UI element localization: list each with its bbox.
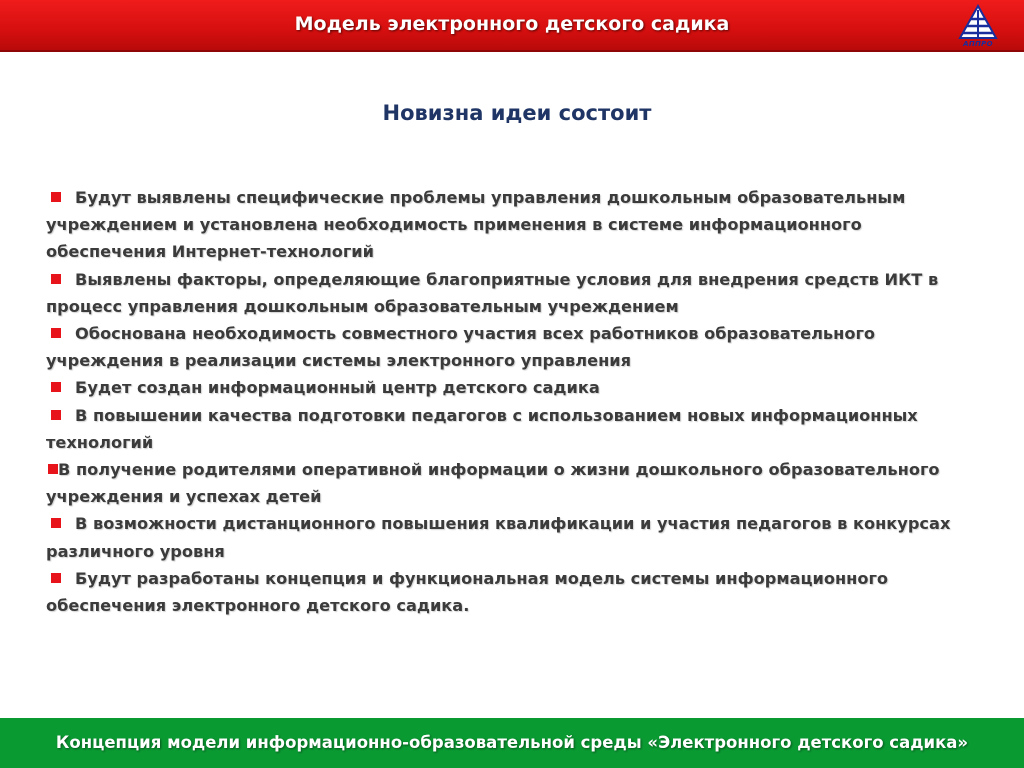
list-item <box>46 266 981 320</box>
list-item-text: Будут выявлены специфические проблемы управления дошкольным образовательным учреждением и установлена необходимость применения в системе информационного обеспечения Интернет-технологий <box>46 188 906 262</box>
section-heading: Новизна идеи состоит <box>382 101 652 125</box>
list-item-text: Выявлены факторы, определяющие благоприятные условия для внедрения средств ИКТ в процесс управления дошкольным образовательным учреждением <box>46 269 939 316</box>
list-item-text: Будет создан информационный центр детского садика <box>75 378 600 398</box>
red-square-bullet-icon <box>51 382 61 392</box>
list-item-text: Обоснована необходимость совместного участия всех работников образовательного учреждения в реализации системы электронного управления <box>46 324 876 371</box>
red-square-bullet-icon <box>51 274 61 284</box>
list-item <box>46 320 981 374</box>
list-item <box>46 184 981 266</box>
list-item <box>46 374 981 401</box>
list-item-text: В повышении качества подготовки педагогов с использованием новых информационных технологий <box>46 405 918 452</box>
red-square-bullet-icon <box>51 192 61 202</box>
list-item-text: В получение родителями оперативной информации о жизни дошкольного образовательного учреждения и успехах детей <box>46 460 940 507</box>
red-square-bullet-icon <box>51 328 61 338</box>
list-item <box>46 510 981 564</box>
list-item <box>46 565 981 619</box>
slide-title: Модель электронного детского садика <box>294 13 730 35</box>
red-square-bullet-icon <box>51 573 61 583</box>
list-item <box>46 402 981 456</box>
red-square-bullet-icon <box>51 518 61 528</box>
list-item <box>46 456 981 510</box>
list-item-text: В возможности дистанционного повышения квалификации и участия педагогов в конкурсах различного уровня <box>46 514 951 561</box>
bullet-list <box>46 184 981 619</box>
logo-text: АППРО <box>963 40 993 48</box>
list-item-text: Будут разработаны концепция и функциональная модель системы информационного обеспечения электронного детского садика. <box>46 568 889 616</box>
triangle-logo-icon <box>956 4 1000 48</box>
red-square-bullet-icon <box>51 410 61 420</box>
red-square-bullet-icon <box>48 464 58 474</box>
footer-text: Концепция модели информационно-образовательной среды «Электронного детского садика» <box>55 733 969 752</box>
footer-bar <box>0 718 1024 768</box>
header-bar <box>0 0 1024 52</box>
